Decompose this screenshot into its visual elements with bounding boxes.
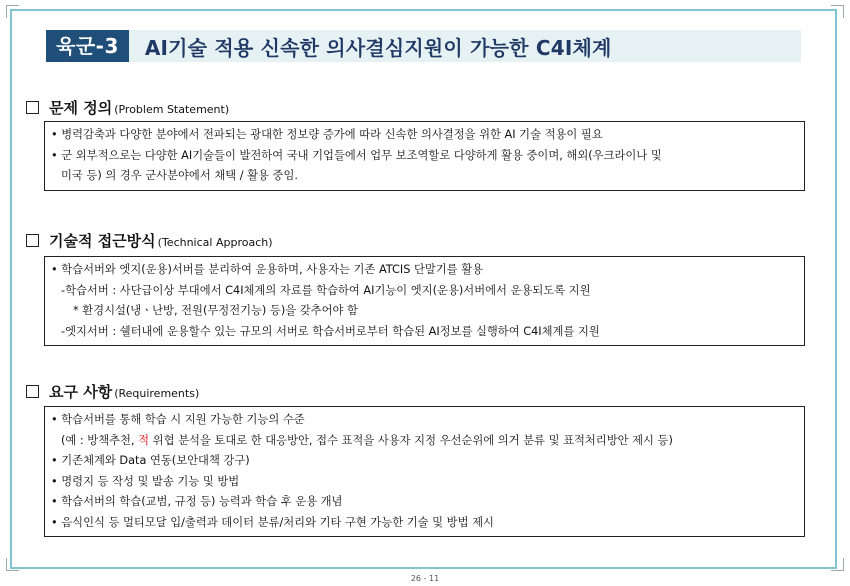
problem-line: • 군 외부적으로는 다양한 AI기술들이 발전하여 국내 기업들에서 업무 보조역할로 다양하게 활용 중이며, 해외(우크라이나 및 bbox=[51, 148, 662, 162]
requirements-line: • 학습서버를 통해 학습 시 지원 가능한 기능의 수준 bbox=[51, 413, 305, 426]
technical-line: -엣지서버 : 쉘터내에 운용할수 있는 규모의 서버로 학습서버로부터 학습된 AI정보를 실행하여 C4I체계를 지원 bbox=[61, 324, 600, 338]
technical-approach-box bbox=[44, 256, 805, 346]
checkbox-square-icon bbox=[26, 385, 39, 398]
corner-mark bbox=[6, 558, 19, 571]
requirements-box bbox=[44, 406, 805, 537]
technical-line: • 학습서버와 엣지(운용)서버를 분리하여 운용하며, 사용자는 기존 ATCIS 단말기를 활용 bbox=[51, 263, 484, 276]
section-heading-en: (Problem Statement) bbox=[114, 103, 230, 116]
section-heading-en: (Requirements) bbox=[114, 387, 200, 400]
problem-statement-box bbox=[44, 121, 805, 191]
corner-mark bbox=[831, 558, 844, 571]
requirements-line: • 기존체계와 Data 연동(보안대책 강구) bbox=[51, 454, 250, 467]
corner-mark bbox=[6, 5, 19, 18]
highlight-red-text: 적 bbox=[138, 433, 150, 447]
problem-line: • 병력감축과 다양한 분야에서 전파되는 광대한 정보량 증가에 따라 신속한 의사결정을 위한 AI 기술 적용이 필요 bbox=[51, 128, 603, 141]
problem-line: 미국 등) 의 경우 군사분야에서 채택 / 활용 중임. bbox=[61, 169, 298, 182]
technical-line: * 환경시설(냉ㆍ난방, 전원(무정전기능) 등)을 갖추어야 함 bbox=[73, 304, 358, 317]
page-number: 26 - 11 bbox=[410, 574, 440, 583]
section-heading-problem bbox=[26, 97, 229, 118]
requirements-line: • 음식인식 등 멀티모달 입/출력과 데이터 분류/처리와 기타 구현 가능한 기술 및 방법 제시 bbox=[51, 515, 494, 529]
title-bar bbox=[46, 30, 801, 62]
section-heading-en: (Technical Approach) bbox=[157, 236, 273, 249]
checkbox-square-icon bbox=[26, 234, 39, 247]
title-tag: 육군-3 bbox=[46, 30, 129, 62]
requirements-example-line bbox=[51, 431, 798, 452]
example-suffix: 위협 분석을 토대로 한 대응방안, 접수 표적을 사용자 지정 우선순위에 의거 분류 및 표적처리방안 제시 등) bbox=[149, 433, 673, 447]
checkbox-square-icon bbox=[26, 101, 39, 114]
corner-mark bbox=[831, 5, 844, 18]
technical-line: -학습서버 : 사단급이상 부대에서 C4I체계의 자료를 학습하여 AI기능이 엣지(운용)서버에서 운용되도록 지원 bbox=[61, 283, 591, 297]
section-heading-text: 기술적 접근방식 bbox=[49, 232, 156, 250]
example-prefix: (예 : 방책추천, bbox=[61, 433, 139, 447]
requirements-line: • 학습서버의 학습(교범, 규정 등) 능력과 학습 후 운용 개념 bbox=[51, 495, 343, 508]
requirements-line: • 명령지 등 작성 및 발송 기능 및 방법 bbox=[51, 474, 240, 488]
section-heading-text: 요구 사항 bbox=[49, 383, 113, 401]
page-title: AI기술 적용 신속한 의사결심지원이 가능한 C4I체계 bbox=[144, 35, 612, 60]
section-heading-text: 문제 정의 bbox=[49, 99, 113, 117]
section-heading-technical bbox=[26, 230, 273, 251]
section-heading-requirements bbox=[26, 381, 199, 402]
